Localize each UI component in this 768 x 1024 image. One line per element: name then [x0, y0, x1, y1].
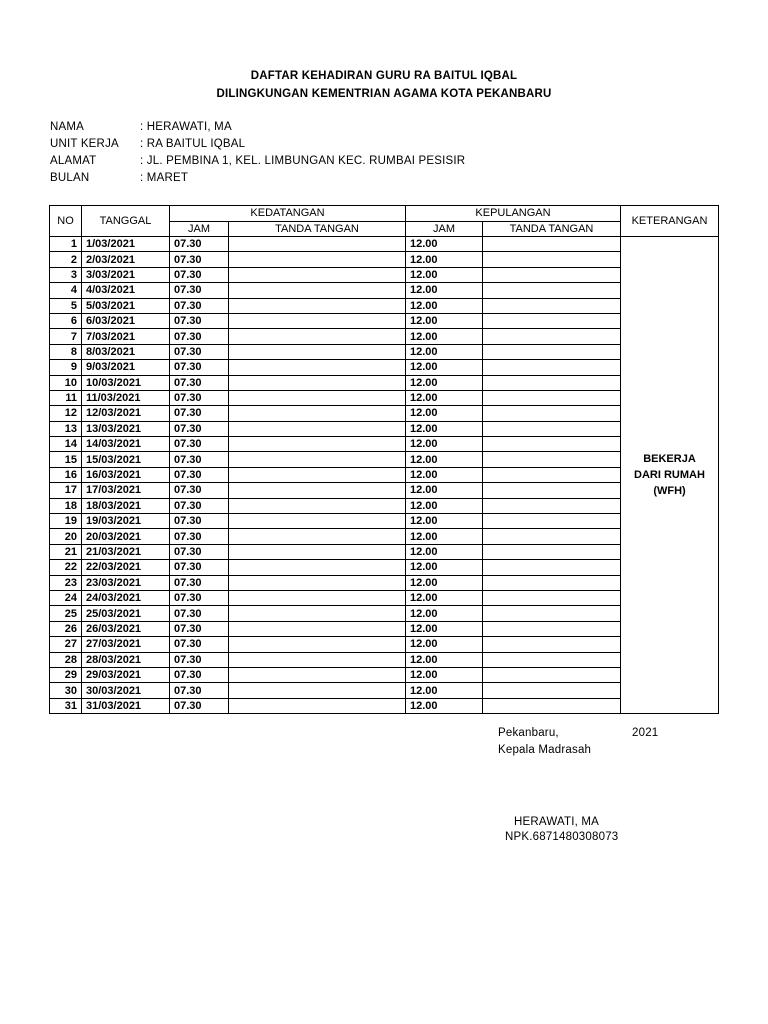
row-no: 17 — [50, 483, 82, 498]
row-ttd-datang — [229, 344, 406, 359]
table-row — [50, 637, 719, 652]
table-row — [50, 575, 719, 590]
row-jam-datang: 07.30 — [170, 637, 229, 652]
table-row — [50, 406, 719, 421]
row-jam-datang: 07.30 — [170, 698, 229, 713]
row-date: 30/03/2021 — [82, 683, 170, 698]
row-ttd-datang — [229, 667, 406, 682]
row-no: 4 — [50, 283, 82, 298]
row-ttd-datang — [229, 437, 406, 452]
row-jam-pulang: 12.00 — [406, 313, 483, 328]
row-ttd-pulang — [483, 637, 621, 652]
row-no: 19 — [50, 514, 82, 529]
table-row — [50, 483, 719, 498]
row-ttd-datang — [229, 283, 406, 298]
row-date: 24/03/2021 — [82, 590, 170, 605]
row-date: 10/03/2021 — [82, 375, 170, 390]
row-date: 4/03/2021 — [82, 283, 170, 298]
row-jam-pulang: 12.00 — [406, 360, 483, 375]
document-title: DAFTAR KEHADIRAN GURU RA BAITUL IQBAL — [250, 70, 518, 82]
info-value: : HERAWATI, MA — [140, 121, 232, 133]
row-no: 26 — [50, 621, 82, 636]
row-ttd-pulang — [483, 652, 621, 667]
row-date: 13/03/2021 — [82, 421, 170, 436]
row-no: 29 — [50, 667, 82, 682]
row-date: 11/03/2021 — [82, 390, 170, 405]
attendance-table — [49, 205, 719, 714]
row-ttd-datang — [229, 698, 406, 713]
header-kedatangan: KEDATANGAN — [170, 206, 406, 222]
row-jam-pulang: 12.00 — [406, 252, 483, 267]
row-jam-pulang: 12.00 — [406, 237, 483, 252]
row-date: 3/03/2021 — [82, 267, 170, 282]
row-ttd-datang — [229, 652, 406, 667]
row-ttd-datang — [229, 467, 406, 482]
table-row — [50, 606, 719, 621]
row-ttd-datang — [229, 329, 406, 344]
row-jam-pulang: 12.00 — [406, 329, 483, 344]
row-jam-datang: 07.30 — [170, 683, 229, 698]
row-date: 31/03/2021 — [82, 698, 170, 713]
year-label: 2021 — [632, 727, 659, 739]
row-no: 22 — [50, 560, 82, 575]
row-jam-datang: 07.30 — [170, 452, 229, 467]
row-date: 8/03/2021 — [82, 344, 170, 359]
row-ttd-pulang — [483, 344, 621, 359]
row-no: 28 — [50, 652, 82, 667]
position-label: Kepala Madrasah — [498, 744, 592, 756]
table-row — [50, 375, 719, 390]
row-ttd-datang — [229, 606, 406, 621]
table-row — [50, 498, 719, 513]
row-ttd-pulang — [483, 514, 621, 529]
row-jam-pulang: 12.00 — [406, 683, 483, 698]
row-no: 16 — [50, 467, 82, 482]
row-no: 27 — [50, 637, 82, 652]
header-no: NO — [50, 206, 82, 237]
table-row — [50, 452, 719, 467]
table-row — [50, 621, 719, 636]
table-row — [50, 514, 719, 529]
row-jam-datang: 07.30 — [170, 667, 229, 682]
row-no: 11 — [50, 390, 82, 405]
row-jam-datang: 07.30 — [170, 421, 229, 436]
info-row-nama — [50, 121, 232, 133]
row-no: 3 — [50, 267, 82, 282]
row-ttd-pulang — [483, 452, 621, 467]
table-row — [50, 467, 719, 482]
table-row — [50, 298, 719, 313]
row-ttd-datang — [229, 560, 406, 575]
row-jam-pulang: 12.00 — [406, 421, 483, 436]
table-row — [50, 590, 719, 605]
row-no: 20 — [50, 529, 82, 544]
row-jam-pulang: 12.00 — [406, 529, 483, 544]
table-header-row — [50, 206, 719, 222]
table-row — [50, 529, 719, 544]
row-jam-pulang: 12.00 — [406, 344, 483, 359]
row-jam-datang: 07.30 — [170, 237, 229, 252]
row-jam-pulang: 12.00 — [406, 637, 483, 652]
row-no: 15 — [50, 452, 82, 467]
keterangan-line: BEKERJA — [643, 453, 696, 466]
table-row — [50, 313, 719, 328]
row-no: 30 — [50, 683, 82, 698]
row-ttd-pulang — [483, 298, 621, 313]
row-no: 12 — [50, 406, 82, 421]
row-jam-pulang: 12.00 — [406, 283, 483, 298]
row-jam-datang: 07.30 — [170, 590, 229, 605]
row-ttd-pulang — [483, 375, 621, 390]
info-row-unit-kerja — [50, 138, 245, 150]
row-jam-datang: 07.30 — [170, 406, 229, 421]
info-label: BULAN — [50, 172, 90, 184]
row-jam-datang: 07.30 — [170, 329, 229, 344]
row-ttd-datang — [229, 390, 406, 405]
row-date: 18/03/2021 — [82, 498, 170, 513]
row-ttd-pulang — [483, 313, 621, 328]
row-ttd-datang — [229, 360, 406, 375]
row-ttd-datang — [229, 313, 406, 328]
row-ttd-pulang — [483, 544, 621, 559]
row-ttd-pulang — [483, 667, 621, 682]
header-ttd-pulang: TANDA TANGAN — [483, 221, 621, 237]
row-jam-datang: 07.30 — [170, 390, 229, 405]
row-no: 23 — [50, 575, 82, 590]
row-no: 9 — [50, 360, 82, 375]
keterangan-cell — [621, 237, 719, 714]
row-ttd-pulang — [483, 252, 621, 267]
place-label: Pekanbaru, — [498, 727, 559, 739]
signer-id: NPK.6871480308073 — [505, 831, 619, 843]
signer-name: HERAWATI, MA — [514, 816, 600, 828]
row-jam-datang: 07.30 — [170, 606, 229, 621]
row-ttd-datang — [229, 621, 406, 636]
row-jam-datang: 07.30 — [170, 560, 229, 575]
row-jam-datang: 07.30 — [170, 483, 229, 498]
table-row — [50, 360, 719, 375]
row-date: 14/03/2021 — [82, 437, 170, 452]
row-jam-pulang: 12.00 — [406, 267, 483, 282]
row-jam-datang: 07.30 — [170, 313, 229, 328]
header-kepulangan: KEPULANGAN — [406, 206, 621, 222]
header-jam-pulang: JAM — [406, 221, 483, 237]
info-row-alamat — [50, 155, 465, 167]
row-ttd-datang — [229, 483, 406, 498]
row-jam-datang: 07.30 — [170, 544, 229, 559]
table-row — [50, 652, 719, 667]
row-date: 9/03/2021 — [82, 360, 170, 375]
row-ttd-pulang — [483, 237, 621, 252]
info-value: : RA BAITUL IQBAL — [140, 138, 246, 150]
row-ttd-pulang — [483, 590, 621, 605]
row-ttd-datang — [229, 544, 406, 559]
table-row — [50, 252, 719, 267]
table-row — [50, 283, 719, 298]
row-jam-datang: 07.30 — [170, 467, 229, 482]
info-label: UNIT KERJA — [50, 138, 119, 150]
table-row — [50, 329, 719, 344]
row-jam-datang: 07.30 — [170, 575, 229, 590]
row-jam-datang: 07.30 — [170, 652, 229, 667]
row-no: 6 — [50, 313, 82, 328]
row-ttd-datang — [229, 529, 406, 544]
row-ttd-datang — [229, 575, 406, 590]
table-row — [50, 437, 719, 452]
row-ttd-datang — [229, 237, 406, 252]
row-ttd-datang — [229, 375, 406, 390]
table-row — [50, 390, 719, 405]
row-ttd-pulang — [483, 483, 621, 498]
row-ttd-pulang — [483, 529, 621, 544]
row-no: 31 — [50, 698, 82, 713]
row-jam-pulang: 12.00 — [406, 483, 483, 498]
row-no: 24 — [50, 590, 82, 605]
row-jam-datang: 07.30 — [170, 514, 229, 529]
table-row — [50, 267, 719, 282]
row-ttd-datang — [229, 637, 406, 652]
row-no: 2 — [50, 252, 82, 267]
row-jam-datang: 07.30 — [170, 375, 229, 390]
row-ttd-datang — [229, 452, 406, 467]
row-jam-datang: 07.30 — [170, 298, 229, 313]
row-jam-pulang: 12.00 — [406, 375, 483, 390]
header-ttd-datang: TANDA TANGAN — [229, 221, 406, 237]
row-ttd-datang — [229, 498, 406, 513]
row-date: 17/03/2021 — [82, 483, 170, 498]
row-jam-pulang: 12.00 — [406, 590, 483, 605]
row-ttd-pulang — [483, 467, 621, 482]
row-date: 1/03/2021 — [82, 237, 170, 252]
keterangan-line: DARI RUMAH — [634, 469, 705, 482]
row-no: 14 — [50, 437, 82, 452]
row-date: 29/03/2021 — [82, 667, 170, 682]
row-ttd-pulang — [483, 560, 621, 575]
row-ttd-pulang — [483, 406, 621, 421]
row-jam-datang: 07.30 — [170, 498, 229, 513]
row-jam-pulang: 12.00 — [406, 652, 483, 667]
row-jam-pulang: 12.00 — [406, 621, 483, 636]
row-no: 5 — [50, 298, 82, 313]
table-row — [50, 560, 719, 575]
row-ttd-datang — [229, 514, 406, 529]
row-ttd-datang — [229, 683, 406, 698]
row-ttd-pulang — [483, 683, 621, 698]
row-jam-datang: 07.30 — [170, 621, 229, 636]
table-row — [50, 683, 719, 698]
row-jam-pulang: 12.00 — [406, 560, 483, 575]
row-ttd-pulang — [483, 437, 621, 452]
row-jam-datang: 07.30 — [170, 252, 229, 267]
info-value: : MARET — [140, 172, 189, 184]
row-no: 7 — [50, 329, 82, 344]
row-no: 18 — [50, 498, 82, 513]
row-jam-pulang: 12.00 — [406, 514, 483, 529]
keterangan-line: (WFH) — [653, 485, 686, 498]
row-jam-pulang: 12.00 — [406, 298, 483, 313]
row-date: 12/03/2021 — [82, 406, 170, 421]
table-row — [50, 544, 719, 559]
row-no: 21 — [50, 544, 82, 559]
row-date: 2/03/2021 — [82, 252, 170, 267]
row-no: 25 — [50, 606, 82, 621]
row-date: 26/03/2021 — [82, 621, 170, 636]
row-date: 27/03/2021 — [82, 637, 170, 652]
row-jam-pulang: 12.00 — [406, 406, 483, 421]
info-label: NAMA — [50, 121, 85, 133]
row-ttd-pulang — [483, 390, 621, 405]
table-row — [50, 344, 719, 359]
row-ttd-datang — [229, 252, 406, 267]
info-value: : JL. PEMBINA 1, KEL. LIMBUNGAN KEC. RUMBAI PESISIR — [140, 155, 466, 167]
row-date: 21/03/2021 — [82, 544, 170, 559]
row-jam-datang: 07.30 — [170, 344, 229, 359]
row-no: 1 — [50, 237, 82, 252]
row-ttd-pulang — [483, 575, 621, 590]
row-ttd-datang — [229, 267, 406, 282]
row-jam-datang: 07.30 — [170, 283, 229, 298]
header-keterangan: KETERANGAN — [621, 206, 719, 237]
row-no: 10 — [50, 375, 82, 390]
row-jam-pulang: 12.00 — [406, 544, 483, 559]
row-date: 20/03/2021 — [82, 529, 170, 544]
info-row-bulan — [50, 172, 188, 184]
row-ttd-pulang — [483, 329, 621, 344]
row-ttd-datang — [229, 421, 406, 436]
row-jam-pulang: 12.00 — [406, 467, 483, 482]
row-jam-pulang: 12.00 — [406, 452, 483, 467]
row-date: 19/03/2021 — [82, 514, 170, 529]
table-row — [50, 237, 719, 252]
row-date: 22/03/2021 — [82, 560, 170, 575]
row-date: 25/03/2021 — [82, 606, 170, 621]
row-ttd-pulang — [483, 698, 621, 713]
row-jam-pulang: 12.00 — [406, 498, 483, 513]
row-ttd-datang — [229, 406, 406, 421]
row-jam-datang: 07.30 — [170, 267, 229, 282]
row-jam-datang: 07.30 — [170, 437, 229, 452]
row-jam-datang: 07.30 — [170, 529, 229, 544]
document-subtitle: DILINGKUNGAN KEMENTRIAN AGAMA KOTA PEKANBARU — [216, 88, 552, 100]
row-ttd-datang — [229, 590, 406, 605]
row-jam-pulang: 12.00 — [406, 698, 483, 713]
row-ttd-pulang — [483, 606, 621, 621]
header-jam-datang: JAM — [170, 221, 229, 237]
row-jam-pulang: 12.00 — [406, 437, 483, 452]
row-date: 5/03/2021 — [82, 298, 170, 313]
row-ttd-pulang — [483, 283, 621, 298]
table-row — [50, 698, 719, 713]
row-date: 16/03/2021 — [82, 467, 170, 482]
row-jam-pulang: 12.00 — [406, 575, 483, 590]
table-row — [50, 421, 719, 436]
row-date: 7/03/2021 — [82, 329, 170, 344]
row-ttd-pulang — [483, 421, 621, 436]
row-ttd-pulang — [483, 360, 621, 375]
row-ttd-pulang — [483, 621, 621, 636]
row-jam-pulang: 12.00 — [406, 390, 483, 405]
row-date: 28/03/2021 — [82, 652, 170, 667]
row-no: 13 — [50, 421, 82, 436]
row-date: 23/03/2021 — [82, 575, 170, 590]
row-jam-datang: 07.30 — [170, 360, 229, 375]
row-date: 6/03/2021 — [82, 313, 170, 328]
row-date: 15/03/2021 — [82, 452, 170, 467]
row-jam-pulang: 12.00 — [406, 606, 483, 621]
row-jam-pulang: 12.00 — [406, 667, 483, 682]
table-row — [50, 667, 719, 682]
header-tanggal: TANGGAL — [82, 206, 170, 237]
row-ttd-pulang — [483, 267, 621, 282]
row-ttd-datang — [229, 298, 406, 313]
row-ttd-pulang — [483, 498, 621, 513]
row-no: 8 — [50, 344, 82, 359]
info-label: ALAMAT — [50, 155, 97, 167]
